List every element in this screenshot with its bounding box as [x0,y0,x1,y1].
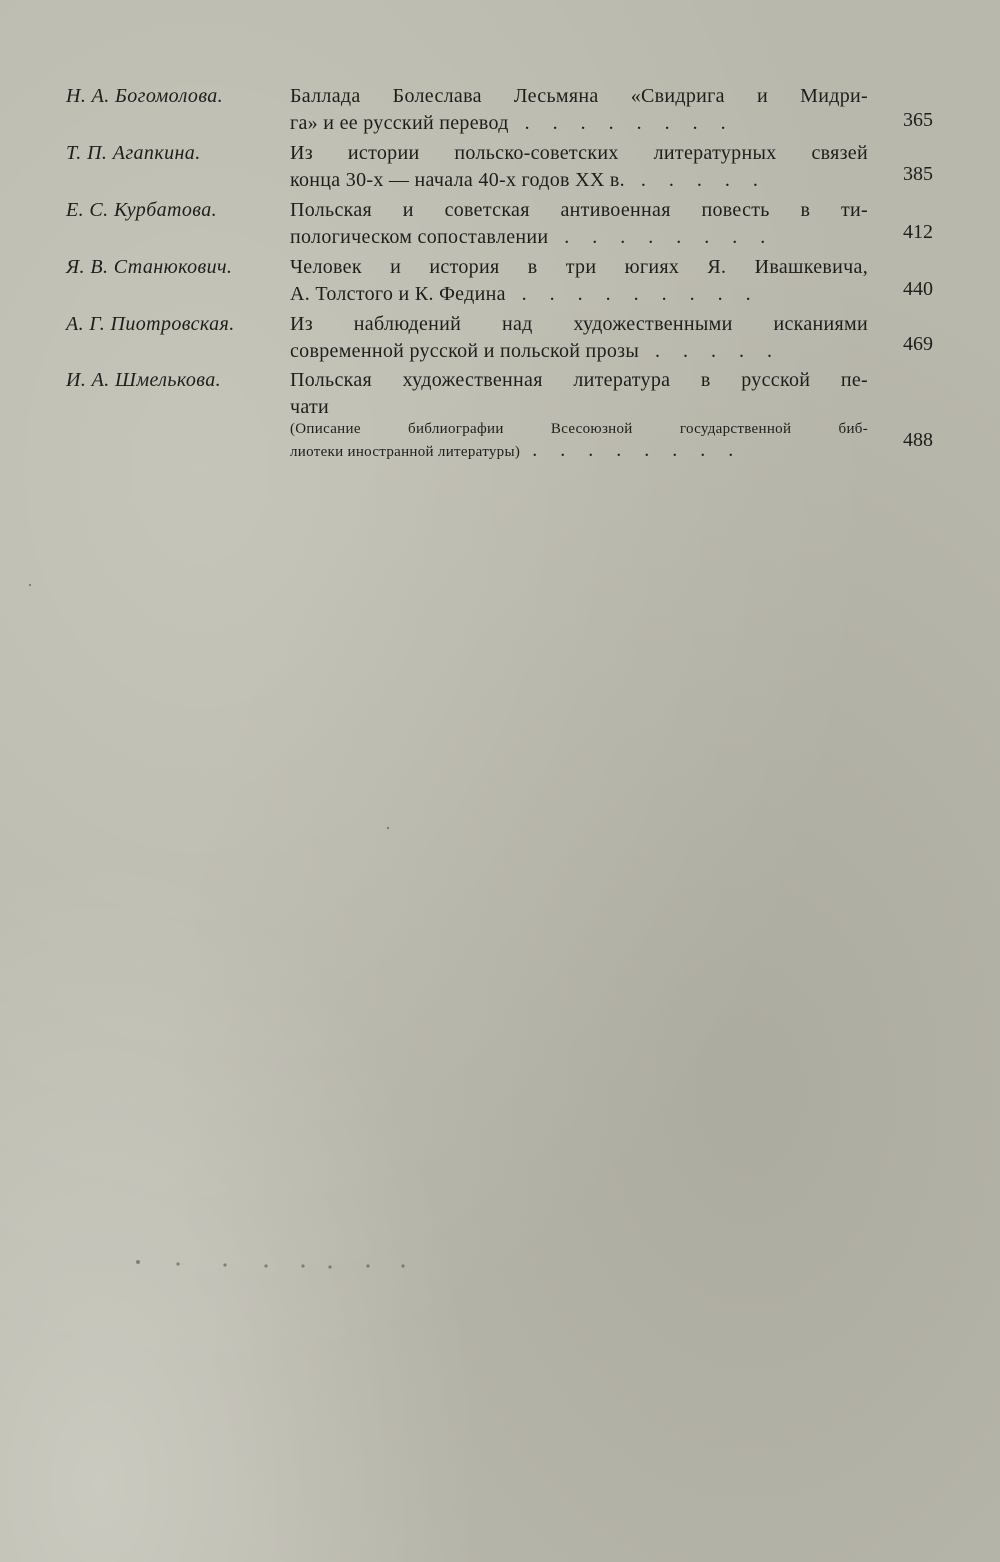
title-line: Баллада Болеслава Лесьмяна «Свидрига и Мидри- [290,85,868,107]
entry-author: Т. П. Агапкина. [66,142,201,164]
page-number: 469 [903,333,933,355]
leader-dots: . . . . . [640,169,767,191]
entry-author: Н. А. Богомолова. [66,85,224,107]
title-line [290,167,868,194]
entry-author: И. А. Шмелькова. [66,369,222,391]
title-line [290,281,868,308]
title-line: Человек и история в три югиях Я. Ивашкевича, [290,256,868,278]
entry-author: Я. В. Станюкович. [66,256,233,278]
note-line [290,440,868,463]
entry-author: Е. С. Курбатова. [66,199,218,221]
title-line [290,338,868,365]
leader-dots: . . . . . . . . [524,112,735,134]
title-line-text: современной русской и польской прозы [290,340,640,362]
entry-title [290,254,868,308]
title-line-text: А. Толстого и К. Федина [290,283,506,305]
title-line-text: пологическом сопоставлении [290,226,549,248]
leader-dots: . . . . . . . . [532,439,743,461]
entry-title [290,83,868,137]
page-number: 385 [903,163,933,185]
entry-title [290,197,868,251]
title-line: Из истории польско-советских литературных связей [290,142,868,164]
entry-title [290,311,868,365]
title-line: Польская художественная литература в русской пе- [290,369,868,391]
page-number: 488 [903,429,933,451]
title-line-text: конца 30-х — начала 40-х годов XX в. [290,169,625,191]
title-line: Польская и советская антивоенная повесть в ти- [290,199,868,221]
entry-note [290,419,868,463]
note-line-text: лиотеки иностранной литературы) [290,444,521,460]
note-line: (Описание библиографии Всесоюзной государственной биб- [290,421,868,437]
title-line: Из наблюдений над художественными исканиями [290,313,868,335]
title-line [290,110,868,137]
leader-dots: . . . . . [655,340,782,362]
page-number: 412 [903,221,933,243]
page-number: 440 [903,278,933,300]
entry-author: А. Г. Пиотровская. [66,313,235,335]
title-line-text: га» и ее русский перевод [290,112,509,134]
leader-dots: . . . . . . . . . [521,283,760,305]
entry-title [290,367,868,421]
title-line: чати [290,396,330,418]
title-line [290,224,868,251]
page-number: 365 [903,109,933,131]
entry-title [290,140,868,194]
leader-dots: . . . . . . . . [564,226,775,248]
